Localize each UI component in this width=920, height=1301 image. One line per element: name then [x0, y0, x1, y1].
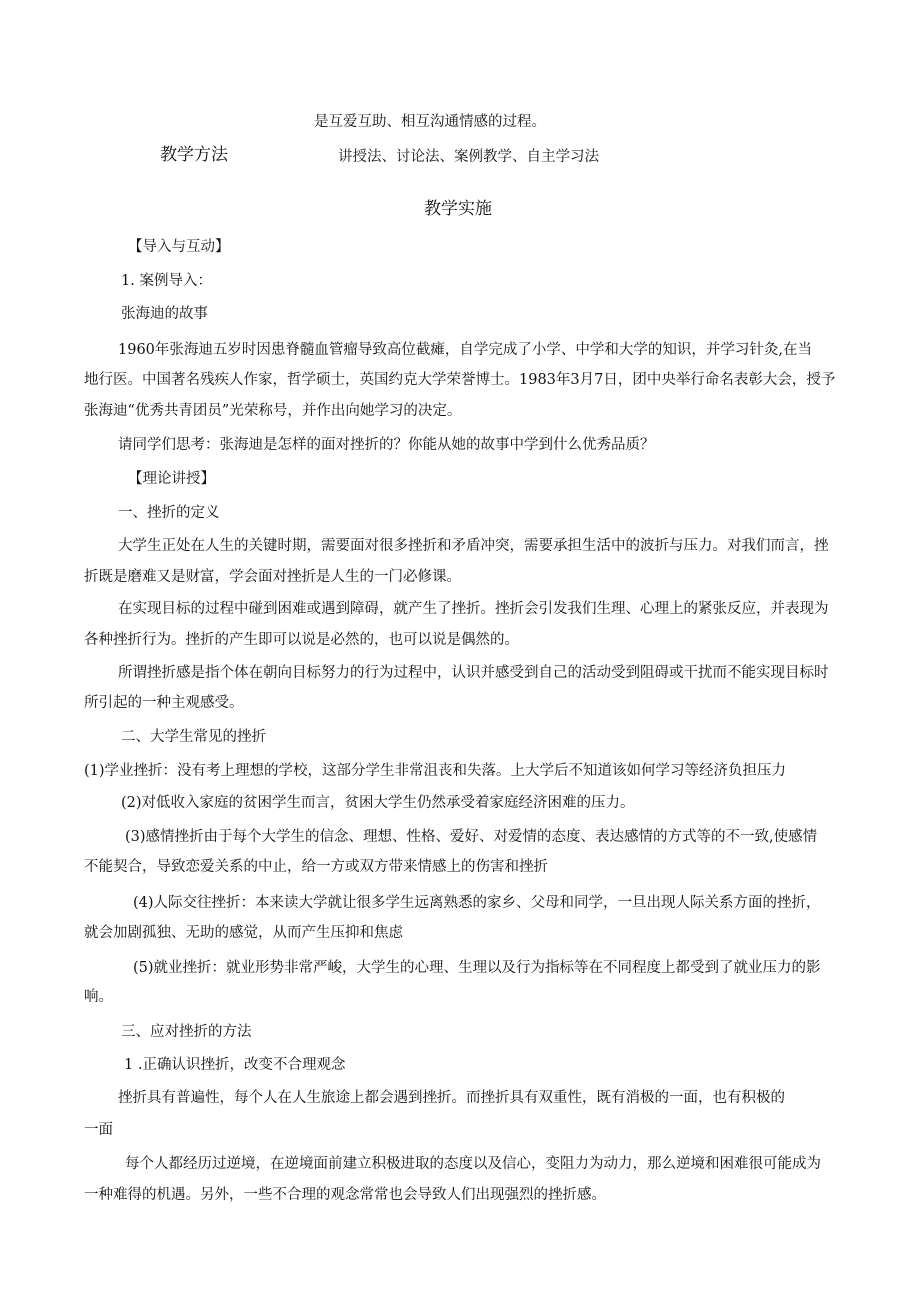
section-title: 教学实施 — [424, 199, 492, 219]
frustration-item: (3)感情挫折由于每个大学生的信念、理想、性格、爱好、对爱情的态度、表达感情的方式等的不一致,使感情 — [125, 829, 818, 845]
story-title: 张海迪的故事 — [121, 306, 208, 322]
method1-title: 1 .正确认识挫折，改变不合理观念 — [124, 1057, 346, 1073]
paragraph-line: 在实现目标的过程中碰到困难或遇到障碍，就产生了挫折。挫折会引发我们生理、心理上的紧张反应，并表现为 — [118, 601, 829, 617]
case-label: 1. 案例导入： — [121, 273, 212, 289]
frustration-item: (4)人际交往挫折：本来读大学就让很多学生远离熟悉的家乡、父母和同学，一旦出现人际关系方面的挫折， — [133, 895, 821, 911]
story-line: 地行医。中国著名残疾人作家，哲学硕士，英国约克大学荣誉博士。1983年3月7日，团中央举行命名表彰大会，授予 — [84, 372, 836, 388]
frustration-item: 响。 — [84, 989, 113, 1005]
paragraph-line: 挫折具有普遍性，每个人在人生旅途上都会遇到挫折。而挫折具有双重性，既有消极的一面，也有积极的 — [118, 1090, 785, 1106]
teaching-method-value: 讲授法、讨论法、案例教学、自主学习法 — [338, 149, 599, 165]
frustration-item: (1)学业挫折：没有考上理想的学校，这部分学生非常沮丧和失落。上大学后不知道该如何学习等经济负担压力 — [84, 763, 787, 779]
paragraph-line: 折既是磨难又是财富，学会面对挫折是人生的一门必修课。 — [84, 569, 461, 585]
paragraph-line: 各种挫折行为。挫折的产生即可以说是必然的，也可以说是偶然的。 — [84, 632, 519, 648]
part1-title: 一、挫折的定义 — [118, 505, 220, 521]
part2-title: 二、大学生常见的挫折 — [121, 729, 266, 745]
frustration-item: 就会加剧孤独、无助的感觉，从而产生压抑和焦虑 — [84, 925, 403, 941]
discussion-question: 请同学们思考：张海迪是怎样的面对挫折的？你能从她的故事中学到什么优秀品质？ — [118, 437, 655, 453]
theory-heading: 【理论讲授】 — [128, 471, 215, 487]
paragraph-line: 每个人都经历过逆境，在逆境面前建立积极进取的态度以及信心，变阻力为动力，那么逆境和困难很可能成为 — [125, 1156, 821, 1172]
frustration-item: (5)就业挫折：就业形势非常严峻，大学生的心理、生理以及行为指标等在不同程度上都受到了就业压力的影 — [133, 960, 821, 976]
paragraph-line: 一面 — [84, 1122, 113, 1138]
story-line: 1960年张海迪五岁时因患脊髓血管瘤导致高位截瘫，自学完成了小学、中学和大学的知识，并学习针灸,在当 — [118, 342, 813, 358]
paragraph-line: 一种难得的机遇。另外，一些不合理的观念常常也会导致人们出现强烈的挫折感。 — [84, 1187, 606, 1203]
top-continuation-text: 是互爱互助、相互沟通情感的过程。 — [314, 114, 546, 130]
part3-title: 三、应对挫折的方法 — [121, 1024, 252, 1040]
paragraph-line: 所谓挫折感是指个体在朝向目标努力的行为过程中，认识并感受到自己的活动受到阻碍或干扰而不能实现目标时 — [118, 665, 829, 681]
story-line: 张海迪“优秀共青团员”光荣称号，并作出向她学习的决定。 — [84, 403, 462, 419]
frustration-item: 不能契合，导致恋爱关系的中止，给一方或双方带来情感上的伤害和挫折 — [84, 859, 548, 875]
paragraph-line: 大学生正处在人生的关键时期，需要面对很多挫折和矛盾冲突，需要承担生活中的波折与压力。对我们而言，挫 — [118, 538, 829, 554]
intro-heading: 【导入与互动】 — [128, 239, 230, 255]
frustration-item: (2)对低收入家庭的贫困学生而言，贫困大学生仍然承受着家庭经济困难的压力。 — [121, 795, 635, 811]
teaching-method-label: 教学方法 — [160, 145, 228, 165]
paragraph-line: 所引起的一种主观感受。 — [84, 695, 244, 711]
